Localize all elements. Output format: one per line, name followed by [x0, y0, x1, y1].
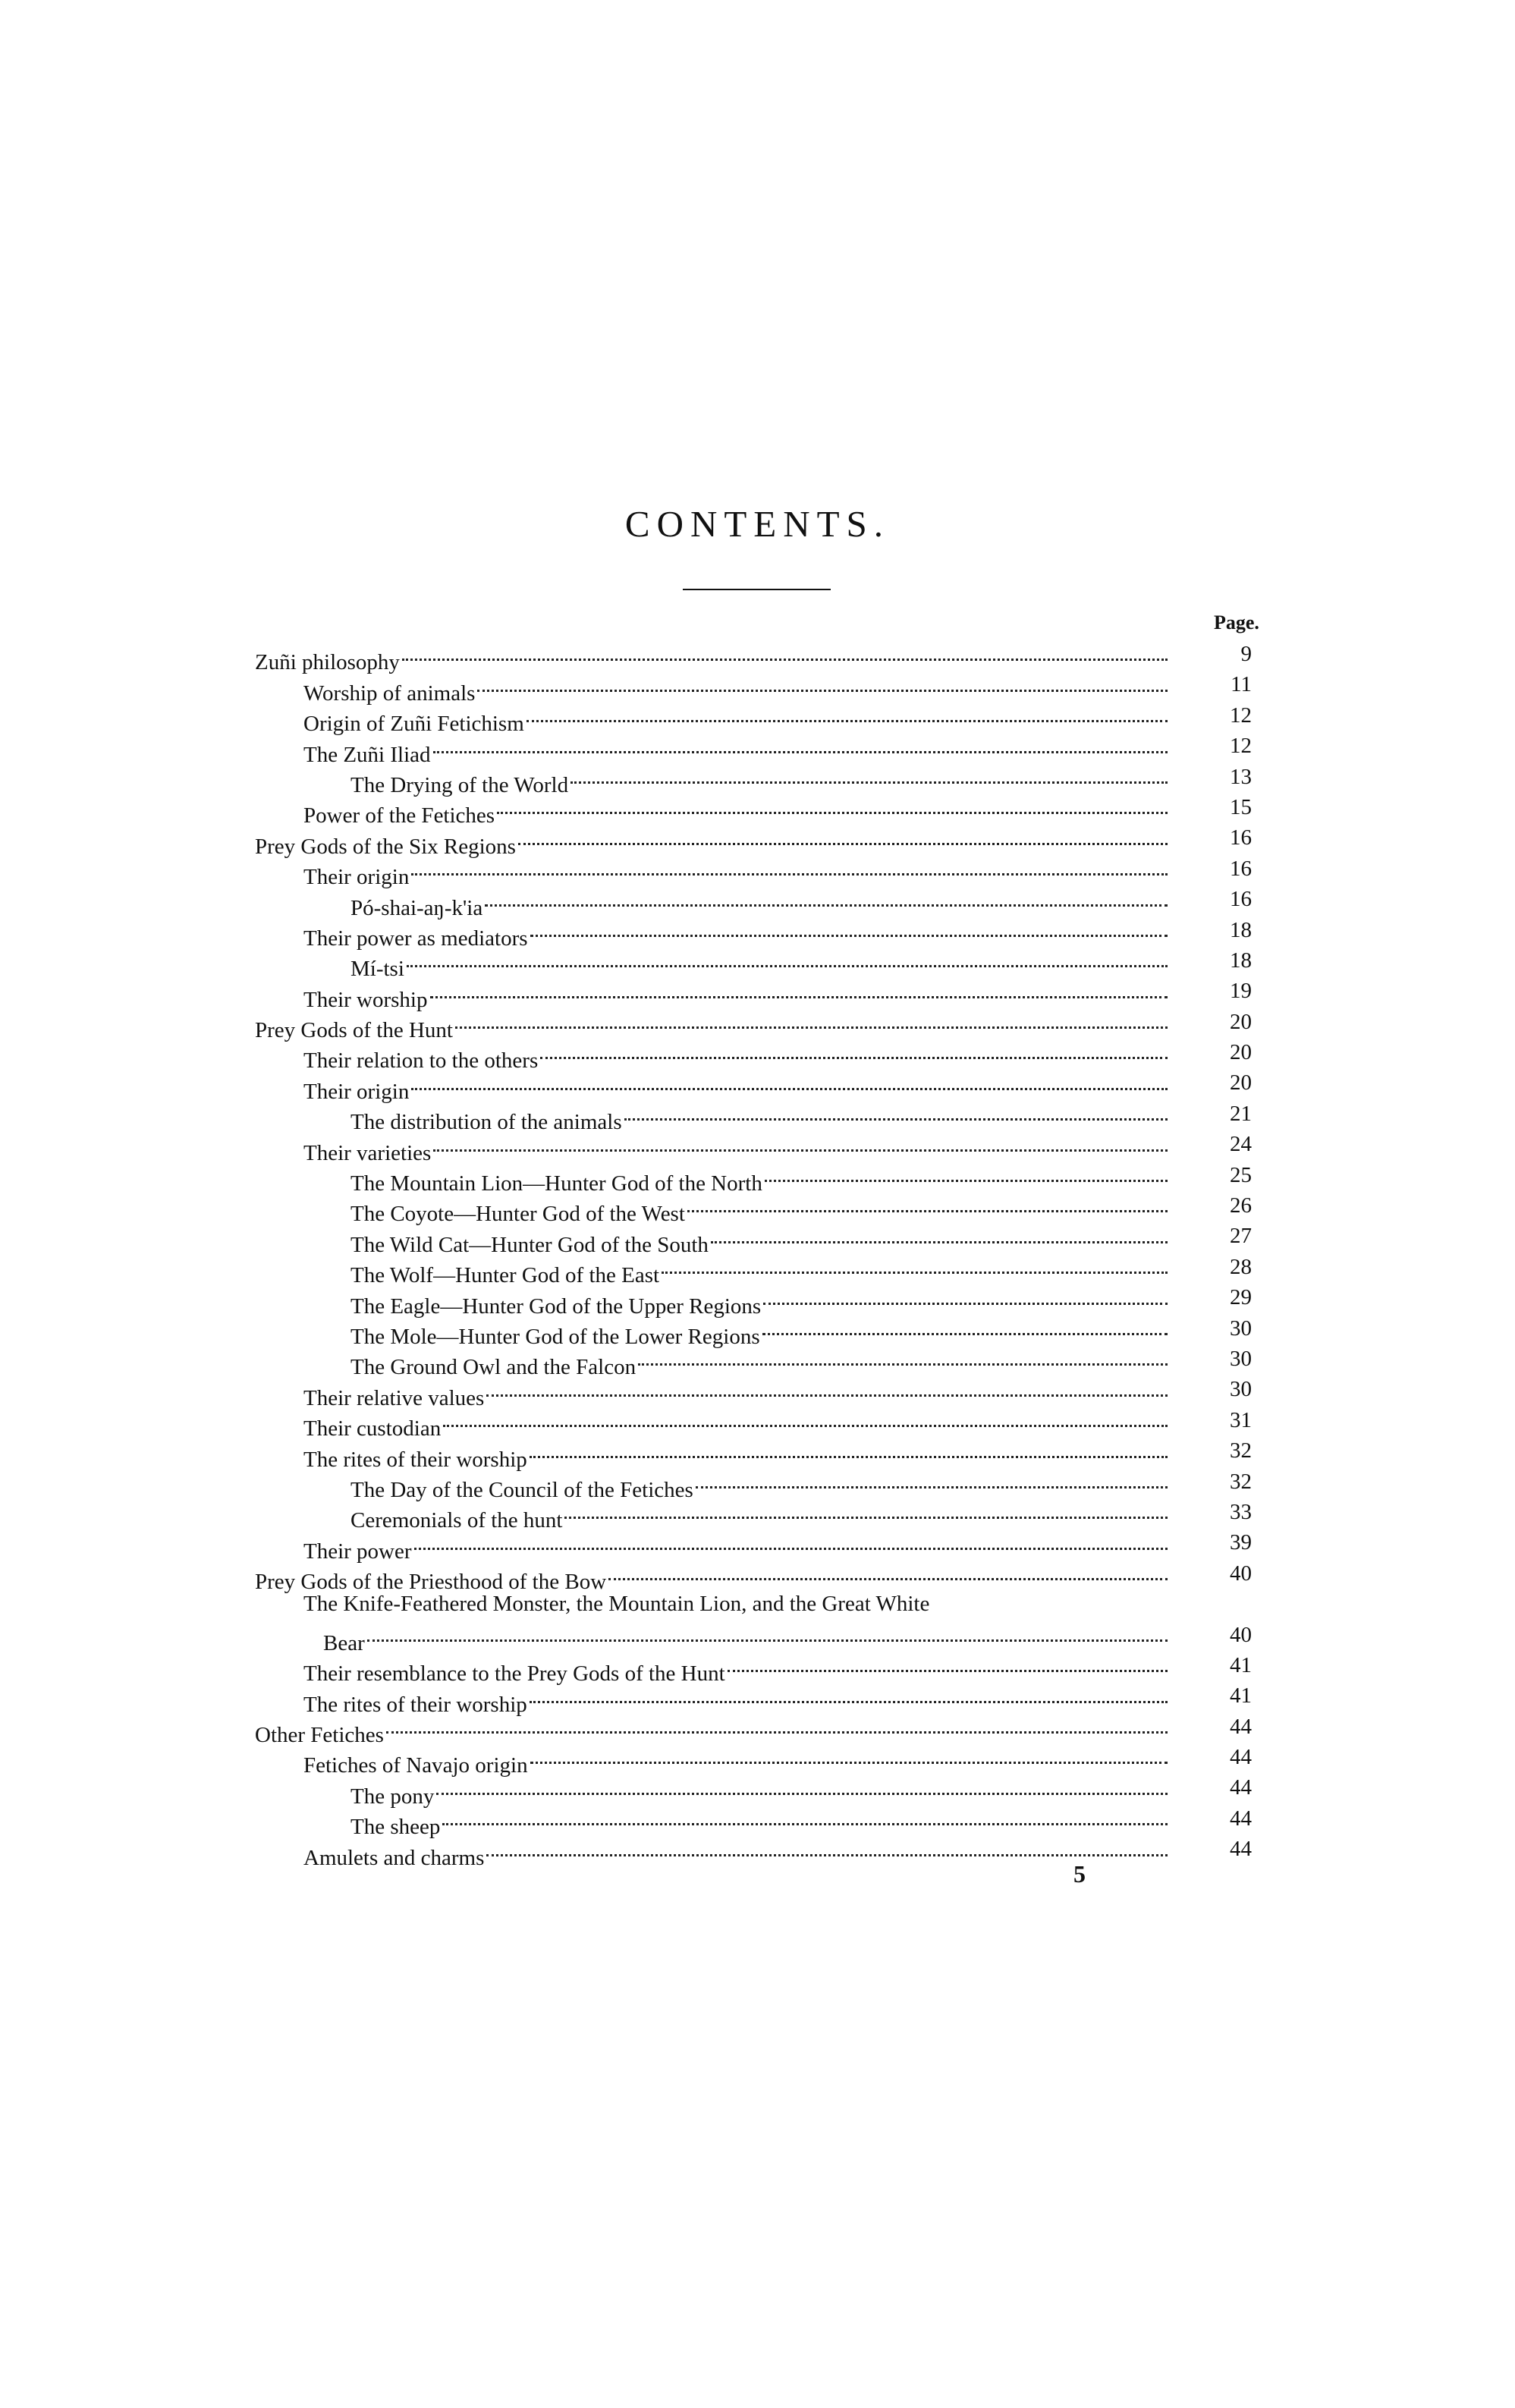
dot-leader	[608, 1558, 1168, 1589]
toc-entry-title: The Ground Owl and the Falcon	[350, 1355, 636, 1380]
toc-entry	[0, 1282, 1515, 1319]
toc-entry-title: Other Fetiches	[255, 1723, 384, 1748]
toc-entry-title: Zuñi philosophy	[255, 650, 400, 675]
toc-entry-page: 30	[1230, 1316, 1252, 1341]
dot-leader	[414, 1527, 1168, 1558]
toc-entry-title: Prey Gods of the Priesthood of the Bow	[255, 1570, 607, 1595]
dot-leader	[662, 1252, 1168, 1282]
toc-entry	[0, 976, 1515, 1012]
dot-leader	[367, 1620, 1168, 1650]
dot-leader	[763, 1282, 1168, 1312]
toc-entry	[0, 1405, 1515, 1441]
dot-leader	[407, 945, 1168, 976]
toc-entry-title: The Wild Cat—Hunter God of the South	[350, 1232, 709, 1257]
toc-entry-label	[303, 1589, 929, 1619]
toc-entry	[0, 1099, 1515, 1135]
toc-entry-title: The Coyote—Hunter God of the West	[350, 1202, 685, 1227]
toc-entry-title: The distribution of the animals	[350, 1110, 622, 1135]
toc-entry-title: Origin of Zuñi Fetichism	[303, 712, 524, 737]
toc-entry	[0, 1742, 1515, 1778]
toc-entry	[0, 1313, 1515, 1349]
toc-entry-title: Their relation to the others	[303, 1048, 539, 1074]
toc-entry	[0, 1466, 1515, 1502]
toc-entry	[0, 1712, 1515, 1748]
toc-entry-page: 41	[1230, 1652, 1252, 1677]
dot-leader	[497, 792, 1168, 822]
toc-entry-page: 21	[1230, 1101, 1252, 1126]
toc-entry-page: 13	[1230, 764, 1252, 789]
toc-entry	[0, 884, 1515, 920]
toc-entry	[0, 945, 1515, 982]
toc-entry	[0, 1129, 1515, 1165]
toc-entry-page: 12	[1230, 703, 1252, 728]
dot-leader	[564, 1497, 1168, 1527]
toc-entry-title: The Day of the Council of the Fetiches	[350, 1477, 693, 1502]
toc-entry-page: 16	[1230, 856, 1252, 881]
dot-leader	[762, 1313, 1168, 1344]
toc-entry	[0, 1374, 1515, 1410]
dot-leader	[411, 1067, 1168, 1098]
toc-entry	[0, 1435, 1515, 1472]
toc-entry	[0, 1037, 1515, 1074]
toc-entry	[0, 1558, 1515, 1595]
toc-entry-page: 44	[1230, 1745, 1252, 1770]
dot-leader	[485, 884, 1168, 914]
toc-entry	[0, 1772, 1515, 1809]
toc-entry-page: 40	[1230, 1561, 1252, 1586]
toc-entry-page: 30	[1230, 1377, 1252, 1402]
toc-entry-page: 18	[1230, 917, 1252, 942]
toc-entry-page: 31	[1230, 1407, 1252, 1432]
toc-entry-page: 19	[1230, 979, 1252, 1004]
toc-entry-page: 16	[1230, 825, 1252, 850]
toc-entry-page: 9	[1240, 642, 1252, 666]
toc-entry	[0, 1007, 1515, 1043]
toc-entry-page: 12	[1230, 734, 1252, 759]
toc-entry-page: 44	[1230, 1837, 1252, 1862]
toc-entry	[0, 915, 1515, 951]
toc-entry-page: 25	[1230, 1162, 1252, 1187]
toc-entry-page: 40	[1230, 1622, 1252, 1647]
toc-entry-page: 18	[1230, 948, 1252, 973]
toc-entry-title: The rites of their worship	[303, 1447, 527, 1472]
toc-entry	[0, 1344, 1515, 1380]
toc-entry	[0, 1589, 1515, 1619]
toc-entry-title: Prey Gods of the Hunt	[255, 1018, 453, 1043]
toc-entry-page: 20	[1230, 1040, 1252, 1065]
toc-entry	[0, 1497, 1515, 1533]
toc-entry-title: The Zuñi Iliad	[303, 742, 431, 767]
toc-entry-title: Fetiches of Navajo origin	[303, 1753, 528, 1778]
toc-entry	[0, 1527, 1515, 1564]
toc-entry-page: 41	[1230, 1683, 1252, 1709]
toc-entry-title: Mí-tsi	[350, 957, 404, 982]
toc-entry-title: Their resemblance to the Prey Gods of the Hunt	[303, 1661, 725, 1687]
toc-entry-title: Their varieties	[303, 1140, 432, 1165]
table-of-contents	[0, 639, 1515, 1870]
toc-entry-label	[303, 1834, 1174, 1873]
dot-leader	[765, 1160, 1168, 1190]
toc-entry-title: Their power	[303, 1539, 412, 1564]
dot-leader	[530, 1742, 1168, 1772]
dot-leader	[624, 1099, 1168, 1129]
dot-leader	[455, 1007, 1168, 1037]
toc-entry	[0, 822, 1515, 859]
toc-entry-page: 28	[1230, 1254, 1252, 1279]
toc-entry	[0, 1252, 1515, 1288]
page-column-header: Page.	[1214, 611, 1259, 633]
dot-leader	[728, 1650, 1168, 1680]
dot-leader	[530, 1435, 1168, 1466]
toc-entry-page: 20	[1230, 1070, 1252, 1096]
toc-entry-page: 33	[1230, 1499, 1252, 1524]
toc-entry-title: Their relative values	[303, 1385, 485, 1410]
toc-entry	[0, 1160, 1515, 1196]
toc-entry-page: 44	[1230, 1775, 1252, 1800]
toc-entry	[0, 639, 1515, 675]
toc-entry	[0, 1067, 1515, 1104]
toc-entry	[0, 1221, 1515, 1257]
toc-entry-title: Amulets and charms	[303, 1845, 485, 1870]
toc-entry-title: Pó-shai-aŋ-k'ia	[350, 895, 483, 920]
dot-leader	[530, 915, 1168, 945]
dot-leader	[430, 976, 1168, 1006]
toc-entry-title: Their origin	[303, 1079, 410, 1104]
toc-entry	[0, 1834, 1515, 1870]
dot-leader	[526, 700, 1168, 731]
dot-leader	[638, 1344, 1168, 1374]
dot-leader	[411, 853, 1168, 884]
toc-entry	[0, 792, 1515, 828]
toc-entry	[0, 1620, 1515, 1655]
toc-entry-page: 16	[1230, 887, 1252, 912]
toc-entry-page: 44	[1230, 1714, 1252, 1739]
dot-leader	[687, 1190, 1168, 1221]
toc-entry-page: 24	[1230, 1132, 1252, 1157]
toc-entry	[0, 1650, 1515, 1687]
dot-leader	[433, 731, 1168, 761]
toc-entry	[0, 669, 1515, 706]
toc-entry-title: The rites of their worship	[303, 1692, 527, 1717]
toc-entry-page: 32	[1230, 1438, 1252, 1463]
toc-entry-title: Prey Gods of the Six Regions	[255, 834, 516, 859]
toc-entry-page: 15	[1230, 794, 1252, 819]
toc-entry-page: 27	[1230, 1224, 1252, 1249]
toc-entry-page: 32	[1230, 1469, 1252, 1494]
toc-entry-title: The Eagle—Hunter God of the Upper Regions	[350, 1294, 762, 1319]
toc-entry-title: The sheep	[350, 1815, 441, 1840]
toc-entry-title: Worship of animals	[303, 681, 476, 706]
title-rule	[683, 589, 831, 590]
toc-entry-title: Bear	[323, 1630, 365, 1655]
toc-entry-page: 26	[1230, 1193, 1252, 1218]
toc-entry	[0, 700, 1515, 737]
toc-entry-title: Their worship	[303, 987, 428, 1012]
dot-leader	[486, 1374, 1168, 1404]
toc-entry-title: The pony	[350, 1784, 435, 1809]
toc-entry-title: Their origin	[303, 865, 410, 890]
toc-entry	[0, 1680, 1515, 1717]
dot-leader	[443, 1405, 1168, 1435]
toc-entry-title: The Drying of the World	[350, 772, 569, 797]
toc-entry	[0, 853, 1515, 890]
toc-entry-title: Their custodian	[303, 1416, 442, 1441]
toc-entry-title: The Knife-Feathered Monster, the Mountain Lion, and the Great White	[303, 1592, 930, 1617]
dot-leader	[442, 1803, 1168, 1834]
dot-leader	[402, 639, 1168, 669]
toc-entry-page: 29	[1230, 1285, 1252, 1310]
dot-leader	[477, 669, 1168, 699]
dot-leader	[696, 1466, 1168, 1497]
toc-entry-page: 11	[1231, 672, 1252, 697]
toc-entry-title: The Mole—Hunter God of the Lower Regions	[350, 1324, 760, 1349]
toc-entry-page: 44	[1230, 1806, 1252, 1831]
toc-entry-title: Power of the Fetiches	[303, 803, 495, 828]
toc-entry-title: The Mountain Lion—Hunter God of the North	[350, 1171, 762, 1196]
toc-entry	[0, 1190, 1515, 1227]
dot-leader	[486, 1834, 1168, 1864]
toc-entry-title: Ceremonials of the hunt	[350, 1508, 563, 1533]
toc-entry-title: The Wolf—Hunter God of the East	[350, 1263, 660, 1288]
toc-entry-page: 30	[1230, 1346, 1252, 1371]
dot-leader	[570, 762, 1168, 792]
dot-leader	[436, 1772, 1168, 1803]
dot-leader	[540, 1037, 1168, 1067]
toc-entry-title: Their power as mediators	[303, 926, 528, 951]
toc-entry-page: 39	[1230, 1530, 1252, 1555]
dot-leader	[386, 1712, 1168, 1742]
toc-entry	[0, 1803, 1515, 1840]
toc-entry	[0, 762, 1515, 797]
page-number: 5	[1073, 1860, 1086, 1888]
dot-leader	[711, 1221, 1168, 1251]
dot-leader	[530, 1680, 1168, 1711]
page-title: CONTENTS.	[624, 503, 891, 545]
toc-entry	[0, 731, 1515, 767]
dot-leader	[433, 1129, 1168, 1159]
toc-entry-page: 20	[1230, 1009, 1252, 1034]
dot-leader	[518, 822, 1168, 853]
